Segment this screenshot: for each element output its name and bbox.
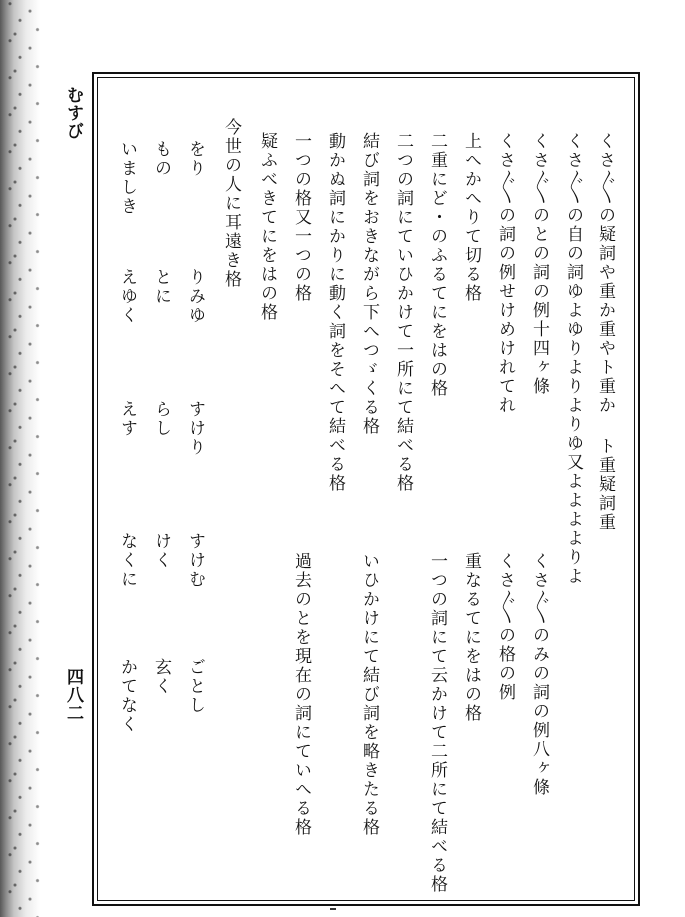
word-3-mid: えゆく (117, 268, 137, 325)
word-2-top: もの (151, 140, 171, 178)
word-3-bottom: かてなく (117, 658, 137, 734)
header-label: むすび (63, 86, 83, 140)
lower-column-4: 一つの詞にて云かけて二所にて結べる格 (427, 552, 447, 894)
word-1-top: をり (185, 140, 205, 178)
text-column-11: 疑ふべきてにをはの格 (257, 132, 277, 322)
text-column-7: 二つの詞にていひかけて一所にて結べる格 (393, 132, 413, 493)
word-3-top: いましき (117, 140, 137, 216)
text-column-8: 結び詞をおきながら下へつゞくる格 (359, 132, 379, 436)
page-number: 四八二 (63, 668, 83, 722)
lower-column-2: くさ〴〵の格の例 (495, 552, 515, 702)
text-column-9: 動かぬ詞にかりに動く詞をそへて結べる格 (325, 132, 345, 493)
lower-column-5: いひかけにて結び詞を略きたる格 (359, 552, 379, 837)
word-2-low: らし (151, 400, 171, 438)
text-column-12: 今世の人に耳遠き格 (221, 118, 241, 289)
word-1-bottom: ごとし (185, 658, 205, 715)
text-column-5: 上へかへりて切る格 (461, 132, 481, 303)
word-3-low: えす (117, 400, 137, 438)
scan-mark (330, 908, 336, 910)
text-column-1: くさ〴〵の疑詞や重か重やト重か ト重疑詞重 (595, 132, 615, 532)
text-column-6: 二重にど・のふるてにをはの格 (427, 132, 447, 398)
text-column-10: 一つの格又一つの格 (291, 132, 311, 303)
word-2-lower2: けく (151, 532, 171, 570)
lower-column-3: 重なるてにをはの格 (461, 552, 481, 723)
word-1-lower2: すけむ (185, 532, 205, 589)
text-column-3: くさ〴〵のとの詞の例十四ヶ條 (529, 132, 549, 396)
text-column-4: くさ〴〵の詞の例せけめけれてれ (495, 132, 515, 415)
word-2-mid: とに (151, 268, 171, 306)
lower-column-1: くさ〴〵のみの詞の例八ヶ條 (529, 552, 549, 797)
word-2-bottom: 玄く (151, 658, 171, 696)
word-1-mid: りみゆ (185, 268, 205, 325)
word-1-low: すけり (185, 400, 205, 457)
word-3-lower2: なくに (117, 532, 137, 589)
text-column-2: くさ〴〵の自の詞ゆよゆりよりよりゆ又よよよよりよ (563, 132, 583, 586)
lower-column-6: 過去のとを現在の詞にていへる格 (291, 552, 311, 837)
binding-specks (0, 0, 50, 917)
